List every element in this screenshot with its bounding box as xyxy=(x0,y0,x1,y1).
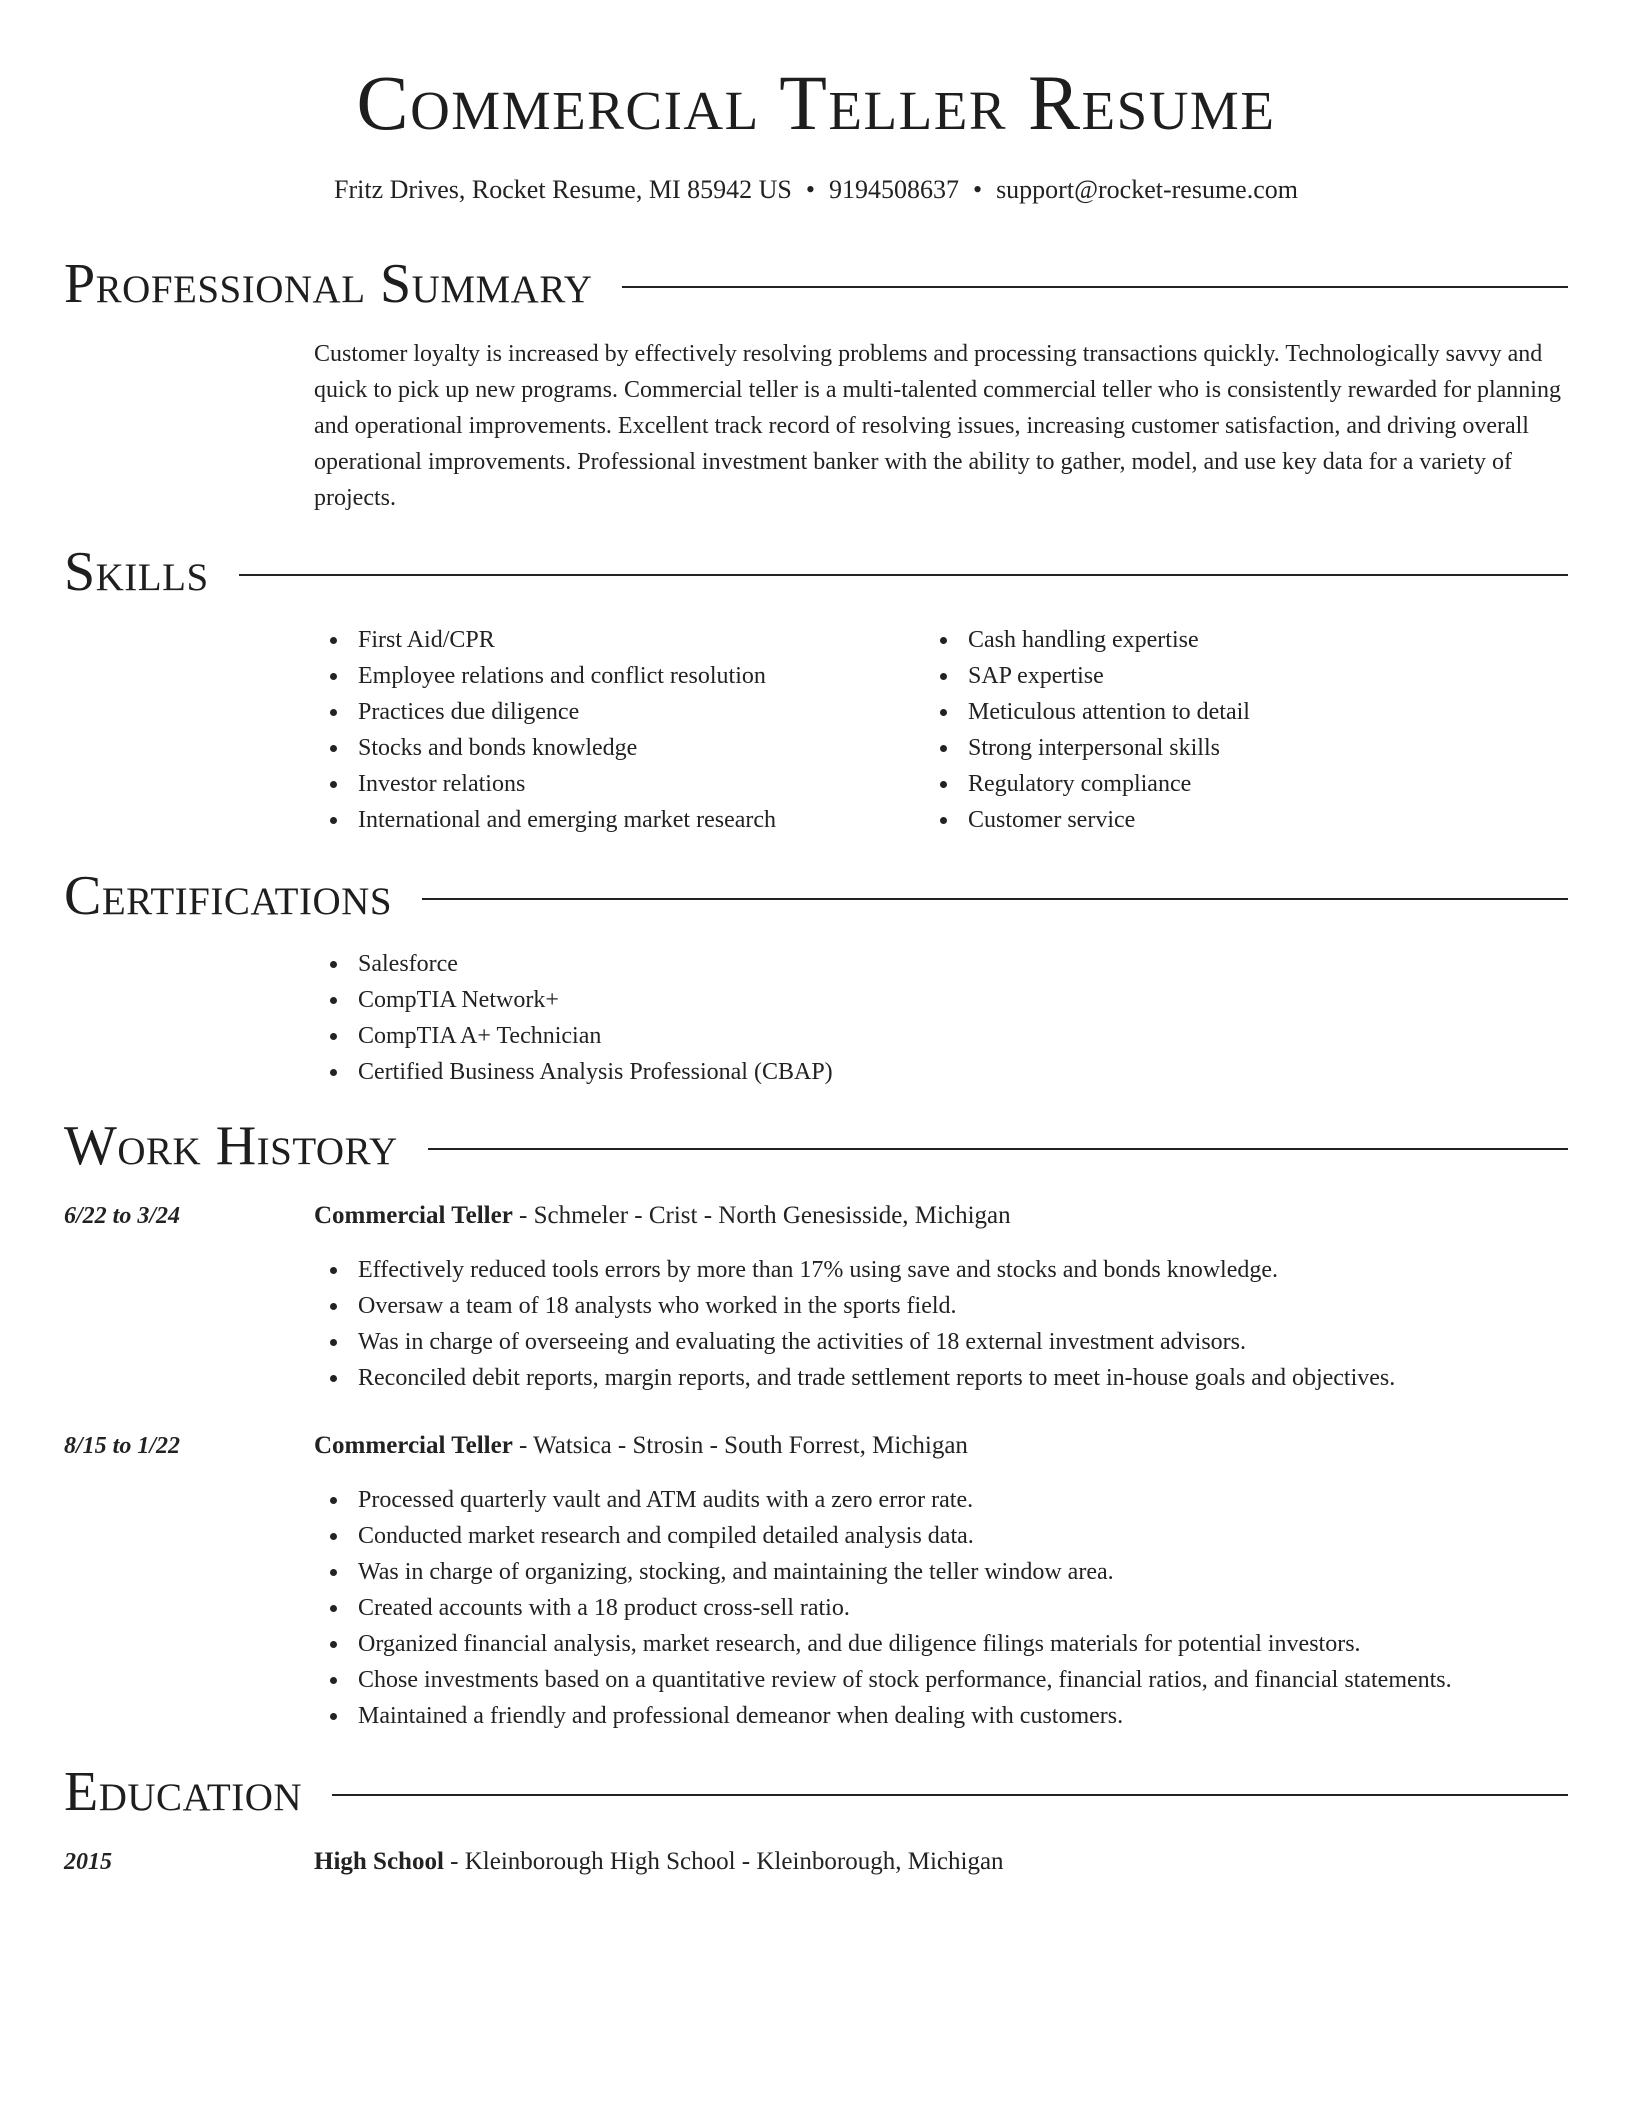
contact-separator: • xyxy=(805,175,815,204)
education-degree: High School xyxy=(314,1848,444,1875)
job-bullet: Was in charge of overseeing and evaluating the activities of 18 external investment advisors. xyxy=(314,1324,1395,1360)
job-bullet: Effectively reduced tools errors by more than 17% using save and stocks and bonds knowledge. xyxy=(314,1252,1395,1288)
certification-item: Salesforce xyxy=(314,946,833,982)
skills-list-right xyxy=(924,622,1250,838)
job-details: - Watsica - Strosin - South Forrest, Michigan xyxy=(512,1432,968,1459)
contact-address: Fritz Drives, Rocket Resume, MI 85942 US xyxy=(334,175,792,204)
section-education-header xyxy=(64,1758,1568,1826)
skill-item: Regulatory compliance xyxy=(924,766,1250,802)
job-dates: 8/15 to 1/22 xyxy=(64,1433,181,1459)
section-divider xyxy=(428,1148,1568,1150)
job-title: Commercial Teller xyxy=(314,1202,513,1229)
skill-item: International and emerging market research xyxy=(314,802,776,838)
section-divider xyxy=(239,574,1568,576)
job-bullet: Reconciled debit reports, margin reports, and trade settlement reports to meet in-house goals and objectives. xyxy=(314,1360,1395,1396)
job-bullets xyxy=(314,1482,1452,1734)
resume-title: Commercial Teller Resume xyxy=(356,59,1276,146)
job-details: - Schmeler - Crist - North Genesisside, Michigan xyxy=(512,1202,1011,1229)
job-bullets xyxy=(314,1252,1395,1396)
job-bullet: Maintained a friendly and professional demeanor when dealing with customers. xyxy=(314,1698,1452,1734)
skill-item: First Aid/CPR xyxy=(314,622,776,658)
skill-item: Practices due diligence xyxy=(314,694,776,730)
job-bullet: Was in charge of organizing, stocking, and maintaining the teller window area. xyxy=(314,1554,1452,1590)
section-heading: Skills xyxy=(64,541,209,603)
section-certifications-header xyxy=(64,862,1568,930)
skill-item: Cash handling expertise xyxy=(924,622,1250,658)
contact-email: support@rocket-resume.com xyxy=(996,175,1298,204)
contact-separator: • xyxy=(972,175,983,204)
certification-item: Certified Business Analysis Professional (CBAP) xyxy=(314,1054,833,1090)
section-divider xyxy=(622,286,1568,288)
contact-line xyxy=(0,172,1632,208)
skill-item: Meticulous attention to detail xyxy=(924,694,1250,730)
job-bullet: Processed quarterly vault and ATM audits with a zero error rate. xyxy=(314,1482,1452,1518)
skills-list-left xyxy=(314,622,776,838)
certification-item: CompTIA A+ Technician xyxy=(314,1018,833,1054)
summary-text: Customer loyalty is increased by effectively resolving problems and processing transactions quickly. Technologically savvy and quick to pick up new programs. Commercial teller is a multi-talented commercial teller who is consistently rewarded for planning and operational improvements. Excellent track record of resolving issues, increasing customer satisfaction, and driving overall operational improvements. Professional investment banker with the ability to gather, model, and use key data for a variety of projects. xyxy=(314,341,1561,511)
skill-item: Customer service xyxy=(924,802,1250,838)
job-heading xyxy=(314,1198,1011,1234)
section-divider xyxy=(332,1794,1568,1796)
job-heading xyxy=(314,1428,968,1464)
job-title: Commercial Teller xyxy=(314,1432,513,1459)
skill-item: Employee relations and conflict resolution xyxy=(314,658,776,694)
job-bullet: Organized financial analysis, market research, and due diligence filings materials for potential investors. xyxy=(314,1626,1452,1662)
section-work-header xyxy=(64,1112,1568,1180)
education-year: 2015 xyxy=(64,1849,112,1875)
section-summary-header xyxy=(64,250,1568,318)
job-bullet: Chose investments based on a quantitative review of stock performance, financial ratios, and financial statements. xyxy=(314,1662,1452,1698)
skill-item: Strong interpersonal skills xyxy=(924,730,1250,766)
section-divider xyxy=(422,898,1568,900)
education-heading xyxy=(314,1844,1004,1880)
section-skills-header xyxy=(64,538,1568,606)
job-bullet: Oversaw a team of 18 analysts who worked in the sports field. xyxy=(314,1288,1395,1324)
skill-item: Investor relations xyxy=(314,766,776,802)
job-bullet: Created accounts with a 18 product cross-sell ratio. xyxy=(314,1590,1452,1626)
section-heading: Certifications xyxy=(64,865,393,927)
section-heading: Education xyxy=(64,1761,303,1823)
section-heading: Work History xyxy=(64,1115,398,1177)
skill-item: SAP expertise xyxy=(924,658,1250,694)
skill-item: Stocks and bonds knowledge xyxy=(314,730,776,766)
job-bullet: Conducted market research and compiled detailed analysis data. xyxy=(314,1518,1452,1554)
certifications-list xyxy=(314,946,833,1090)
contact-phone: 9194508637 xyxy=(828,175,959,204)
job-dates: 6/22 to 3/24 xyxy=(64,1203,181,1229)
section-heading: Professional Summary xyxy=(64,253,593,315)
education-details: - Kleinborough High School - Kleinborough, Michigan xyxy=(443,1848,1004,1875)
certification-item: CompTIA Network+ xyxy=(314,982,833,1018)
